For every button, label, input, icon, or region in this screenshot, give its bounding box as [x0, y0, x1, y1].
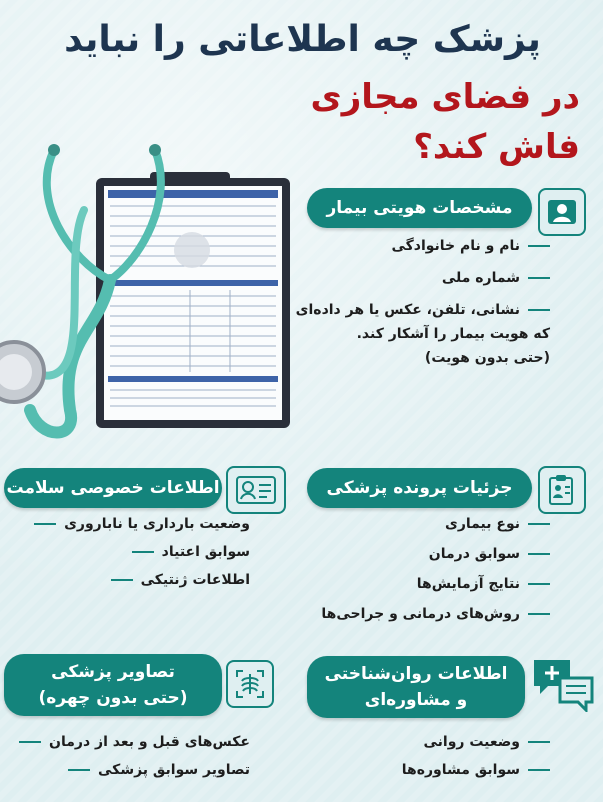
list-item: نشانی، تلفن، عکس یا هر داده‌ای [296, 302, 550, 318]
identity-list [295, 232, 590, 372]
medical-images-section-pill [4, 654, 222, 716]
list-item: روش‌های درمانی و جراحی‌ها [321, 606, 550, 622]
clipboard-icon-illustration [96, 172, 290, 428]
list-item: شماره ملی [442, 270, 550, 286]
health-privacy-section-pill [4, 468, 222, 508]
identity-section-pill [307, 188, 532, 228]
list-item: عکس‌های قبل و بعد از درمان [19, 734, 250, 750]
list-item: اطلاعات ژنتیکی [111, 572, 250, 588]
identity-section-label: مشخصات هویتی بیمار [326, 198, 513, 218]
list-item: نام و نام خانوادگی [391, 238, 550, 254]
medical-images-label-line-2: (حتی بدون چهره) [38, 688, 188, 708]
medical-images-label-line-1: تصاویر پزشکی [51, 662, 175, 682]
list-item: نوع بیماری [445, 516, 550, 532]
list-item: (حتی بدون هویت) [424, 350, 550, 366]
chat-plus-icon [530, 656, 596, 712]
medical-images-list [0, 730, 290, 790]
page-title-line-2: در فضای مجازی فاش کند؟ [310, 77, 580, 167]
psych-info-section-pill [307, 656, 525, 718]
psych-info-label-line-2: و مشاوره‌ای [364, 690, 468, 710]
list-item: تصاویر سوابق پزشکی [68, 762, 250, 778]
list-item: وضعیت روانی [423, 734, 550, 750]
record-details-list [300, 512, 590, 632]
list-item: نتایج آزمایش‌ها [417, 576, 550, 592]
health-privacy-section-label: اطلاعات خصوصی سلامت [6, 478, 220, 498]
xray-icon [226, 660, 274, 708]
page-title-line-1: پزشک چه اطلاعاتی را نباید [64, 19, 541, 60]
record-details-section-pill [307, 468, 532, 508]
list-item: سوابق درمان [429, 546, 550, 562]
list-item: سوابق اعتیاد [132, 544, 250, 560]
health-privacy-list [0, 512, 290, 602]
psych-info-label-line-1: اطلاعات روان‌شناختی [324, 664, 508, 684]
list-item: سوابق مشاوره‌ها [402, 762, 550, 778]
stethoscope-clipboard-illustration [0, 140, 300, 450]
id-card-icon [226, 466, 286, 514]
clipboard-icon [538, 466, 586, 514]
user-card-icon [538, 188, 586, 236]
list-item: که هویت بیمار را آشکار کند. [356, 326, 550, 342]
record-details-section-label: جزئیات پرونده پزشکی [326, 478, 513, 498]
list-item: وضعیت بارداری یا ناباروری [34, 516, 250, 532]
psych-info-list [300, 730, 590, 790]
